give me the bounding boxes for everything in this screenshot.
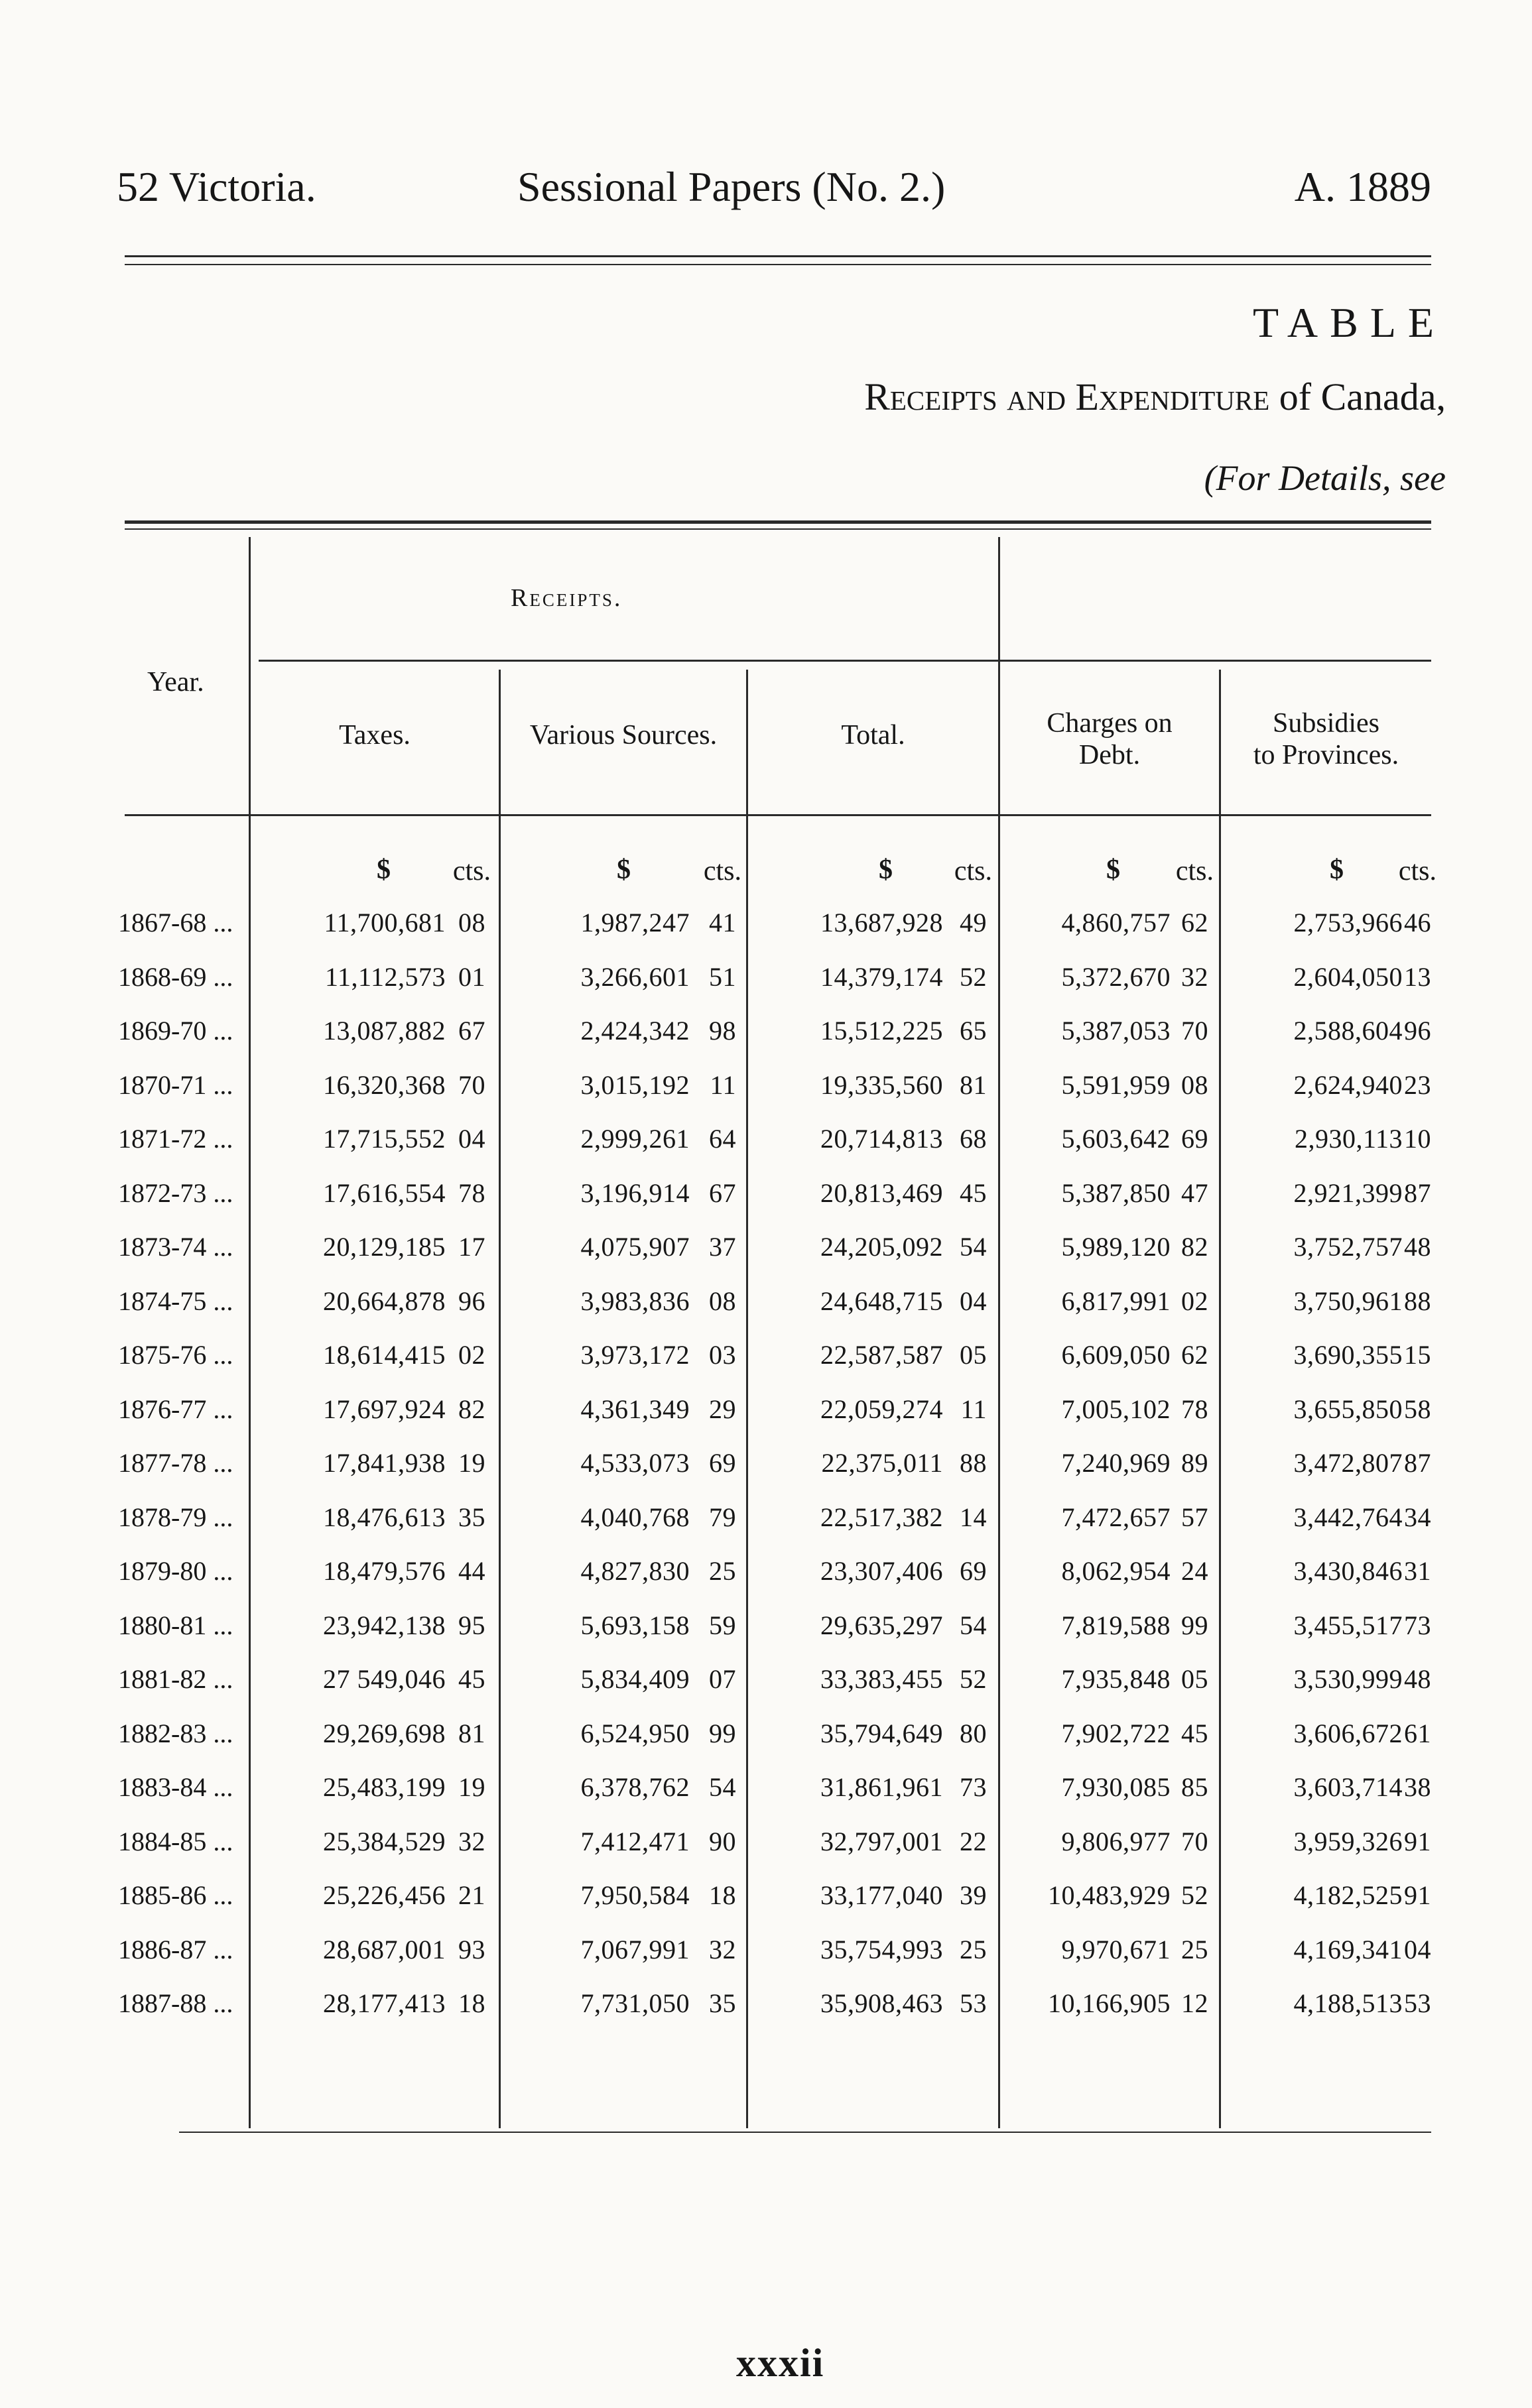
various-dollars-cell: 7,731,050 xyxy=(580,1988,690,2018)
charges-dollars-cell: 10,166,905 xyxy=(1048,1988,1171,2018)
year-cell: 1884-85 ... xyxy=(118,1827,233,1856)
charges-dollar-label: $ xyxy=(1106,855,1120,885)
total-cents-cell: 39 xyxy=(960,1880,987,1910)
charges-cents-cell: 78 xyxy=(1181,1394,1208,1424)
charges-cents-cell: 45 xyxy=(1181,1718,1208,1748)
charges-cents-cell: 82 xyxy=(1181,1232,1208,1262)
table-row xyxy=(0,1555,1532,1595)
total-cents-cell: 45 xyxy=(960,1178,987,1208)
taxes-dollars-cell: 23,942,138 xyxy=(323,1610,446,1640)
various-dollars-cell: 5,693,158 xyxy=(580,1610,690,1640)
total-dollars-cell: 35,754,993 xyxy=(820,1935,943,1964)
various-cents-cell: 29 xyxy=(709,1394,736,1424)
taxes-cents-cell: 81 xyxy=(458,1718,485,1748)
taxes-cents-cell: 70 xyxy=(458,1070,485,1100)
total-dollars-cell: 20,813,469 xyxy=(820,1178,943,1208)
various-cents-cell: 03 xyxy=(709,1340,736,1370)
various-dollar-label: $ xyxy=(617,855,631,885)
subsidies-dollars-cell: 4,182,525 xyxy=(1293,1880,1403,1910)
various-cents-cell: 11 xyxy=(710,1070,736,1100)
taxes-cents-cell: 44 xyxy=(458,1556,485,1586)
various-cents-cell: 69 xyxy=(709,1448,736,1478)
total-cents-cell: 69 xyxy=(960,1556,987,1586)
subsidies-dollars-cell: 3,430,846 xyxy=(1293,1556,1403,1586)
total-cents-cell: 22 xyxy=(960,1827,987,1856)
total-cents-cell: 52 xyxy=(960,1664,987,1694)
taxes-dollars-cell: 16,320,368 xyxy=(323,1070,446,1100)
subsidies-cents-cell: 53 xyxy=(1404,1988,1431,2018)
charges-dollars-cell: 5,387,850 xyxy=(1061,1178,1171,1208)
various-dollars-cell: 6,378,762 xyxy=(580,1772,690,1802)
subsidies-cents-cell: 73 xyxy=(1404,1610,1431,1640)
various-cents-cell: 08 xyxy=(709,1286,736,1316)
table-row xyxy=(0,1663,1532,1703)
charges-dollars-cell: 8,062,954 xyxy=(1061,1556,1171,1586)
charges-dollars-cell: 5,387,053 xyxy=(1061,1016,1171,1046)
total-dollars-cell: 35,908,463 xyxy=(820,1988,943,2018)
total-dollars-cell: 15,512,225 xyxy=(820,1016,943,1046)
various-cents-cell: 51 xyxy=(709,962,736,992)
total-dollars-cell: 19,335,560 xyxy=(820,1070,943,1100)
various-dollars-cell: 3,973,172 xyxy=(580,1340,690,1370)
taxes-dollars-cell: 17,841,938 xyxy=(323,1448,446,1478)
col-subsidies-line1: Subsidies xyxy=(1272,708,1380,739)
table-row xyxy=(0,1177,1532,1217)
subsidies-dollars-cell: 3,750,961 xyxy=(1293,1286,1403,1316)
year-cell: 1879-80 ... xyxy=(118,1556,233,1586)
table-row xyxy=(0,1447,1532,1487)
various-dollars-cell: 3,983,836 xyxy=(580,1286,690,1316)
taxes-dollars-cell: 25,226,456 xyxy=(323,1880,446,1910)
table-bottom-rule xyxy=(179,2132,1431,2133)
charges-dollars-cell: 6,817,991 xyxy=(1061,1286,1171,1316)
taxes-cents-cell: 21 xyxy=(458,1880,485,1910)
charges-cents-cell: 02 xyxy=(1181,1286,1208,1316)
subsidies-cents-cell: 48 xyxy=(1404,1232,1431,1262)
taxes-cents-cell: 08 xyxy=(458,908,485,937)
table-row xyxy=(0,907,1532,947)
various-dollars-cell: 3,196,914 xyxy=(580,1178,690,1208)
taxes-cents-cell: 19 xyxy=(458,1448,485,1478)
subsidies-dollars-cell: 2,930,113 xyxy=(1294,1124,1403,1154)
year-cell: 1881-82 ... xyxy=(118,1664,233,1694)
subsidies-cents-cell: 04 xyxy=(1404,1935,1431,1964)
col-year: Year. xyxy=(147,667,204,697)
charges-dollars-cell: 6,609,050 xyxy=(1061,1340,1171,1370)
charges-dollars-cell: 7,935,848 xyxy=(1061,1664,1171,1694)
taxes-cents-cell: 18 xyxy=(458,1988,485,2018)
page-number: xxxii xyxy=(736,2341,825,2385)
total-dollars-cell: 32,797,001 xyxy=(820,1827,943,1856)
table-row xyxy=(0,1826,1532,1866)
charges-cents-cell: 12 xyxy=(1181,1988,1208,2018)
total-dollar-label: $ xyxy=(879,855,893,885)
table-rule-top-thin xyxy=(125,528,1431,530)
table-row xyxy=(0,1880,1532,1919)
year-cell: 1871-72 ... xyxy=(118,1124,233,1154)
col-subsidies xyxy=(1221,707,1431,772)
various-cents-cell: 37 xyxy=(709,1232,736,1262)
subsidies-dollars-cell: 3,603,714 xyxy=(1293,1772,1403,1802)
total-cents-cell: 81 xyxy=(960,1070,987,1100)
subsidies-cents-cell: 87 xyxy=(1404,1178,1431,1208)
total-cents-cell: 73 xyxy=(960,1772,987,1802)
various-dollars-cell: 4,827,830 xyxy=(580,1556,690,1586)
taxes-dollar-label: $ xyxy=(377,855,391,885)
total-cents-cell: 54 xyxy=(960,1232,987,1262)
group-rule xyxy=(259,660,1431,662)
year-cell: 1867-68 ... xyxy=(118,908,233,937)
col-charges-line1: Charges on xyxy=(1047,708,1173,739)
total-dollars-cell: 22,517,382 xyxy=(820,1502,943,1532)
taxes-dollars-cell: 11,700,681 xyxy=(324,908,446,937)
charges-dollars-cell: 5,989,120 xyxy=(1061,1232,1171,1262)
subsidies-cents-cell: 10 xyxy=(1404,1124,1431,1154)
taxes-dollars-cell: 13,087,882 xyxy=(323,1016,446,1046)
taxes-cents-cell: 01 xyxy=(458,962,485,992)
subsidies-cents-cell: 38 xyxy=(1404,1772,1431,1802)
subsidies-cents-cell: 34 xyxy=(1404,1502,1431,1532)
total-cents-cell: 80 xyxy=(960,1718,987,1748)
subsidies-dollars-cell: 4,188,513 xyxy=(1293,1988,1403,2018)
table-row xyxy=(0,1718,1532,1758)
year-cell: 1874-75 ... xyxy=(118,1286,233,1316)
total-dollars-cell: 33,383,455 xyxy=(820,1664,943,1694)
various-dollars-cell: 5,834,409 xyxy=(580,1664,690,1694)
taxes-dollars-cell: 20,664,878 xyxy=(323,1286,446,1316)
total-dollars-cell: 14,379,174 xyxy=(820,962,943,992)
taxes-dollars-cell: 27 549,046 xyxy=(323,1664,446,1694)
col-receipts-group: Receipts. xyxy=(511,584,623,612)
year-cell: 1870-71 ... xyxy=(118,1070,233,1100)
col-various: Various Sources. xyxy=(529,720,718,751)
subsidies-dollars-cell: 3,442,764 xyxy=(1293,1502,1403,1532)
subsidies-cents-cell: 46 xyxy=(1404,908,1431,937)
table-row xyxy=(0,961,1532,1001)
total-dollars-cell: 31,861,961 xyxy=(820,1772,943,1802)
charges-cents-cell: 52 xyxy=(1181,1880,1208,1910)
charges-cents-cell: 70 xyxy=(1181,1016,1208,1046)
various-dollars-cell: 7,412,471 xyxy=(580,1827,690,1856)
various-dollars-cell: 6,524,950 xyxy=(580,1718,690,1748)
subsidies-cents-cell: 58 xyxy=(1404,1394,1431,1424)
year-cell: 1873-74 ... xyxy=(118,1232,233,1262)
caption-rest: of Canada, xyxy=(1279,375,1446,418)
year-cell: 1869-70 ... xyxy=(118,1016,233,1046)
total-dollars-cell: 33,177,040 xyxy=(820,1880,943,1910)
table-rule-top-thick xyxy=(125,520,1431,524)
taxes-dollars-cell: 18,479,576 xyxy=(323,1556,446,1586)
total-cents-cell: 88 xyxy=(960,1448,987,1478)
year-cell: 1876-77 ... xyxy=(118,1394,233,1424)
header-bottom-rule xyxy=(125,814,1431,816)
total-cents-cell: 14 xyxy=(960,1502,987,1532)
charges-cents-cell: 70 xyxy=(1181,1827,1208,1856)
total-cents-cell: 54 xyxy=(960,1610,987,1640)
taxes-cents-label: cts. xyxy=(452,856,491,886)
year-cell: 1868-69 ... xyxy=(118,962,233,992)
various-cents-cell: 90 xyxy=(709,1827,736,1856)
total-dollars-cell: 13,687,928 xyxy=(820,908,943,937)
col-total: Total. xyxy=(841,720,905,751)
various-dollars-cell: 4,040,768 xyxy=(580,1502,690,1532)
total-cents-cell: 65 xyxy=(960,1016,987,1046)
total-dollars-cell: 22,059,274 xyxy=(820,1394,943,1424)
total-cents-cell: 25 xyxy=(960,1935,987,1964)
total-dollars-cell: 24,205,092 xyxy=(820,1232,943,1262)
table-row xyxy=(0,1610,1532,1650)
year-cell: 1875-76 ... xyxy=(118,1340,233,1370)
table-heading: TABLE xyxy=(1252,299,1446,346)
various-cents-cell: 18 xyxy=(709,1880,736,1910)
header-rule-bottom xyxy=(125,264,1431,265)
subsidies-dollars-cell: 3,690,355 xyxy=(1293,1340,1403,1370)
taxes-dollars-cell: 18,614,415 xyxy=(323,1340,446,1370)
total-dollars-cell: 35,794,649 xyxy=(820,1718,943,1748)
charges-dollars-cell: 4,860,757 xyxy=(1061,908,1171,937)
charges-cents-cell: 08 xyxy=(1181,1070,1208,1100)
various-dollars-cell: 4,075,907 xyxy=(580,1232,690,1262)
subsidies-cents-cell: 87 xyxy=(1404,1448,1431,1478)
charges-cents-cell: 85 xyxy=(1181,1772,1208,1802)
charges-cents-cell: 62 xyxy=(1181,1340,1208,1370)
table-row xyxy=(0,1015,1532,1055)
charges-dollars-cell: 7,819,588 xyxy=(1061,1610,1171,1640)
table-row xyxy=(0,1123,1532,1163)
taxes-dollars-cell: 17,715,552 xyxy=(323,1124,446,1154)
various-dollars-cell: 3,266,601 xyxy=(580,962,690,992)
subsidies-dollar-label: $ xyxy=(1330,855,1344,885)
taxes-dollars-cell: 20,129,185 xyxy=(323,1232,446,1262)
details-note: (For Details, see xyxy=(1204,458,1446,498)
table-row xyxy=(0,1231,1532,1271)
taxes-cents-cell: 04 xyxy=(458,1124,485,1154)
various-dollars-cell: 4,533,073 xyxy=(580,1448,690,1478)
taxes-cents-cell: 96 xyxy=(458,1286,485,1316)
charges-cents-cell: 69 xyxy=(1181,1124,1208,1154)
various-dollars-cell: 2,999,261 xyxy=(580,1124,690,1154)
table-row xyxy=(0,1394,1532,1433)
various-dollars-cell: 1,987,247 xyxy=(580,908,690,937)
total-dollars-cell: 22,587,587 xyxy=(820,1340,943,1370)
charges-dollars-cell: 10,483,929 xyxy=(1048,1880,1171,1910)
header-right: A. 1889 xyxy=(1294,163,1431,210)
taxes-cents-cell: 45 xyxy=(458,1664,485,1694)
charges-cents-cell: 24 xyxy=(1181,1556,1208,1586)
various-dollars-cell: 4,361,349 xyxy=(580,1394,690,1424)
subsidies-dollars-cell: 3,752,757 xyxy=(1293,1232,1403,1262)
subsidies-cents-cell: 48 xyxy=(1404,1664,1431,1694)
charges-cents-cell: 05 xyxy=(1181,1664,1208,1694)
total-dollars-cell: 23,307,406 xyxy=(820,1556,943,1586)
charges-dollars-cell: 9,806,977 xyxy=(1061,1827,1171,1856)
various-cents-cell: 98 xyxy=(709,1016,736,1046)
charges-cents-cell: 25 xyxy=(1181,1935,1208,1964)
taxes-dollars-cell: 11,112,573 xyxy=(324,962,446,992)
various-cents-cell: 41 xyxy=(709,908,736,937)
table-row xyxy=(0,1772,1532,1811)
subsidies-cents-cell: 88 xyxy=(1404,1286,1431,1316)
total-cents-cell: 05 xyxy=(960,1340,987,1370)
year-cell: 1885-86 ... xyxy=(118,1880,233,1910)
charges-dollars-cell: 7,930,085 xyxy=(1061,1772,1171,1802)
subsidies-cents-cell: 31 xyxy=(1404,1556,1431,1586)
header-rule-top xyxy=(125,255,1431,257)
various-cents-cell: 25 xyxy=(709,1556,736,1586)
year-cell: 1882-83 ... xyxy=(118,1718,233,1748)
subsidies-dollars-cell: 3,455,517 xyxy=(1293,1610,1403,1640)
year-cell: 1887-88 ... xyxy=(118,1988,233,2018)
various-cents-label: cts. xyxy=(703,856,741,886)
subsidies-cents-cell: 23 xyxy=(1404,1070,1431,1100)
total-cents-cell: 11 xyxy=(960,1394,987,1424)
subsidies-cents-cell: 91 xyxy=(1404,1827,1431,1856)
table-row xyxy=(0,1069,1532,1109)
year-cell: 1877-78 ... xyxy=(118,1448,233,1478)
various-cents-cell: 07 xyxy=(709,1664,736,1694)
total-dollars-cell: 22,375,011 xyxy=(821,1448,943,1478)
various-cents-cell: 67 xyxy=(709,1178,736,1208)
total-cents-cell: 68 xyxy=(960,1124,987,1154)
taxes-dollars-cell: 29,269,698 xyxy=(323,1718,446,1748)
subsidies-dollars-cell: 3,472,807 xyxy=(1293,1448,1403,1478)
taxes-dollars-cell: 25,483,199 xyxy=(323,1772,446,1802)
subsidies-dollars-cell: 2,604,050 xyxy=(1293,962,1403,992)
taxes-cents-cell: 19 xyxy=(458,1772,485,1802)
charges-cents-cell: 32 xyxy=(1181,962,1208,992)
various-cents-cell: 54 xyxy=(709,1772,736,1802)
total-cents-label: cts. xyxy=(954,856,992,886)
various-dollars-cell: 2,424,342 xyxy=(580,1016,690,1046)
charges-dollars-cell: 7,005,102 xyxy=(1061,1394,1171,1424)
charges-cents-cell: 99 xyxy=(1181,1610,1208,1640)
various-cents-cell: 79 xyxy=(709,1502,736,1532)
various-dollars-cell: 7,067,991 xyxy=(580,1935,690,1964)
charges-cents-label: cts. xyxy=(1175,856,1214,886)
subsidies-dollars-cell: 3,530,999 xyxy=(1293,1664,1403,1694)
taxes-cents-cell: 78 xyxy=(458,1178,485,1208)
subsidies-cents-cell: 13 xyxy=(1404,962,1431,992)
total-cents-cell: 04 xyxy=(960,1286,987,1316)
charges-dollars-cell: 5,372,670 xyxy=(1061,962,1171,992)
taxes-dollars-cell: 18,476,613 xyxy=(323,1502,446,1532)
taxes-dollars-cell: 28,177,413 xyxy=(323,1988,446,2018)
taxes-dollars-cell: 25,384,529 xyxy=(323,1827,446,1856)
table-row xyxy=(0,1286,1532,1325)
caption-small-caps: Receipts and Expenditure xyxy=(864,375,1270,418)
taxes-cents-cell: 82 xyxy=(458,1394,485,1424)
charges-dollars-cell: 7,240,969 xyxy=(1061,1448,1171,1478)
year-cell: 1886-87 ... xyxy=(118,1935,233,1964)
header-left: 52 Victoria. xyxy=(117,163,316,210)
year-cell: 1880-81 ... xyxy=(118,1610,233,1640)
taxes-dollars-cell: 17,697,924 xyxy=(323,1394,446,1424)
subsidies-dollars-cell: 3,606,672 xyxy=(1293,1718,1403,1748)
subsidies-dollars-cell: 3,655,850 xyxy=(1293,1394,1403,1424)
charges-cents-cell: 89 xyxy=(1181,1448,1208,1478)
taxes-cents-cell: 95 xyxy=(458,1610,485,1640)
table-caption xyxy=(864,375,1446,419)
table-row xyxy=(0,1934,1532,1974)
subsidies-cents-cell: 61 xyxy=(1404,1718,1431,1748)
charges-dollars-cell: 5,603,642 xyxy=(1061,1124,1171,1154)
total-dollars-cell: 24,648,715 xyxy=(820,1286,943,1316)
charges-dollars-cell: 5,591,959 xyxy=(1061,1070,1171,1100)
taxes-cents-cell: 32 xyxy=(458,1827,485,1856)
total-dollars-cell: 20,714,813 xyxy=(820,1124,943,1154)
col-taxes: Taxes. xyxy=(339,720,411,751)
total-cents-cell: 53 xyxy=(960,1988,987,2018)
year-cell: 1872-73 ... xyxy=(118,1178,233,1208)
year-cell: 1878-79 ... xyxy=(118,1502,233,1532)
table-row xyxy=(0,1502,1532,1541)
charges-cents-cell: 62 xyxy=(1181,908,1208,937)
various-cents-cell: 99 xyxy=(709,1718,736,1748)
total-cents-cell: 49 xyxy=(960,908,987,937)
total-dollars-cell: 29,635,297 xyxy=(820,1610,943,1640)
subsidies-cents-cell: 91 xyxy=(1404,1880,1431,1910)
various-cents-cell: 59 xyxy=(709,1610,736,1640)
taxes-dollars-cell: 28,687,001 xyxy=(323,1935,446,1964)
col-charges xyxy=(1000,707,1219,772)
various-cents-cell: 35 xyxy=(709,1988,736,2018)
taxes-cents-cell: 02 xyxy=(458,1340,485,1370)
charges-dollars-cell: 9,970,671 xyxy=(1061,1935,1171,1964)
various-cents-cell: 32 xyxy=(709,1935,736,1964)
table-row xyxy=(0,1988,1532,2027)
year-cell: 1883-84 ... xyxy=(118,1772,233,1802)
subsidies-cents-label: cts. xyxy=(1398,856,1436,886)
subsidies-dollars-cell: 3,959,326 xyxy=(1293,1827,1403,1856)
various-cents-cell: 64 xyxy=(709,1124,736,1154)
charges-cents-cell: 47 xyxy=(1181,1178,1208,1208)
taxes-dollars-cell: 17,616,554 xyxy=(323,1178,446,1208)
subsidies-dollars-cell: 2,624,940 xyxy=(1293,1070,1403,1100)
various-dollars-cell: 7,950,584 xyxy=(580,1880,690,1910)
taxes-cents-cell: 93 xyxy=(458,1935,485,1964)
subsidies-dollars-cell: 2,588,604 xyxy=(1293,1016,1403,1046)
col-subsidies-line2: to Provinces. xyxy=(1253,740,1399,771)
subsidies-dollars-cell: 4,169,341 xyxy=(1293,1935,1403,1964)
table-row xyxy=(0,1339,1532,1379)
charges-dollars-cell: 7,902,722 xyxy=(1061,1718,1171,1748)
charges-cents-cell: 57 xyxy=(1181,1502,1208,1532)
taxes-cents-cell: 67 xyxy=(458,1016,485,1046)
various-dollars-cell: 3,015,192 xyxy=(580,1070,690,1100)
header-center: Sessional Papers (No. 2.) xyxy=(517,163,946,210)
subsidies-dollars-cell: 2,753,966 xyxy=(1293,908,1403,937)
subsidies-dollars-cell: 2,921,399 xyxy=(1293,1178,1403,1208)
col-charges-line2: Debt. xyxy=(1078,740,1141,771)
taxes-cents-cell: 35 xyxy=(458,1502,485,1532)
total-cents-cell: 52 xyxy=(960,962,987,992)
subsidies-cents-cell: 96 xyxy=(1404,1016,1431,1046)
charges-dollars-cell: 7,472,657 xyxy=(1061,1502,1171,1532)
taxes-cents-cell: 17 xyxy=(458,1232,485,1262)
subsidies-cents-cell: 15 xyxy=(1404,1340,1431,1370)
